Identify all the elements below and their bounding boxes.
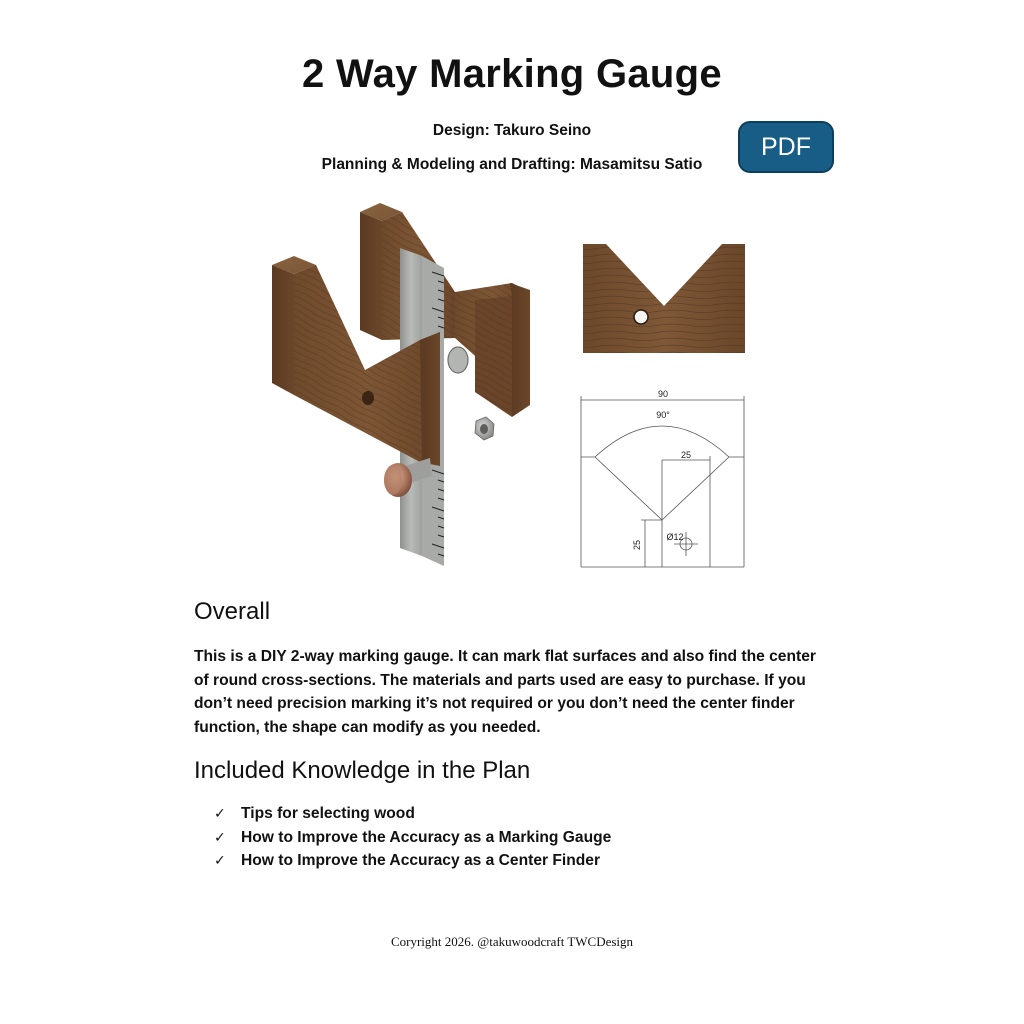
checkmark-icon: ✓ [214,852,226,868]
design-credit: Design: Takuro Seino [432,122,592,139]
list-item-text: Tips for selecting wood [241,805,415,822]
list-item-text: How to Improve the Accuracy as a Center Finder [241,852,601,869]
knowledge-list [214,802,611,873]
dim-width-label: 90 [657,389,669,399]
dim-offset-label: 25 [680,450,692,460]
list-item [214,826,611,850]
pdf-button[interactable]: PDF [738,121,834,173]
list-item [214,849,611,873]
gauge-3d-illustration [262,198,542,570]
list-item-text: How to Improve the Accuracy as a Marking Gauge [241,828,612,846]
dim-height-label: 25 [632,539,642,551]
drafting-credit: Planning & Modeling and Drafting: Masamitsu Satio [321,156,703,173]
overall-heading: Overall [194,598,271,625]
dim-hole-label: Ø12 [666,532,684,542]
dimension-drawing [578,388,750,570]
overall-paragraph: This is a DIY 2-way marking gauge. It can mark flat surfaces and also find the center of round cross-sections. The materials and parts used are easy to purchase. If you don’t need precision marking it’s not required or you don’t need the center finder function, the shape can modify as you needed. [194,648,816,736]
checkmark-icon: ✓ [214,828,226,845]
dim-angle-label: 90° [656,410,670,420]
hex-nut [475,417,494,440]
knowledge-heading: Included Knowledge in the Plan [194,757,531,784]
copyright-notice: Coryright 2026. @takuwoodcraft TWCDesign [390,934,634,949]
wood-front-view [582,243,746,354]
page-title: 2 Way Marking Gauge [302,52,722,96]
list-item [214,802,611,826]
checkmark-icon: ✓ [214,805,226,821]
